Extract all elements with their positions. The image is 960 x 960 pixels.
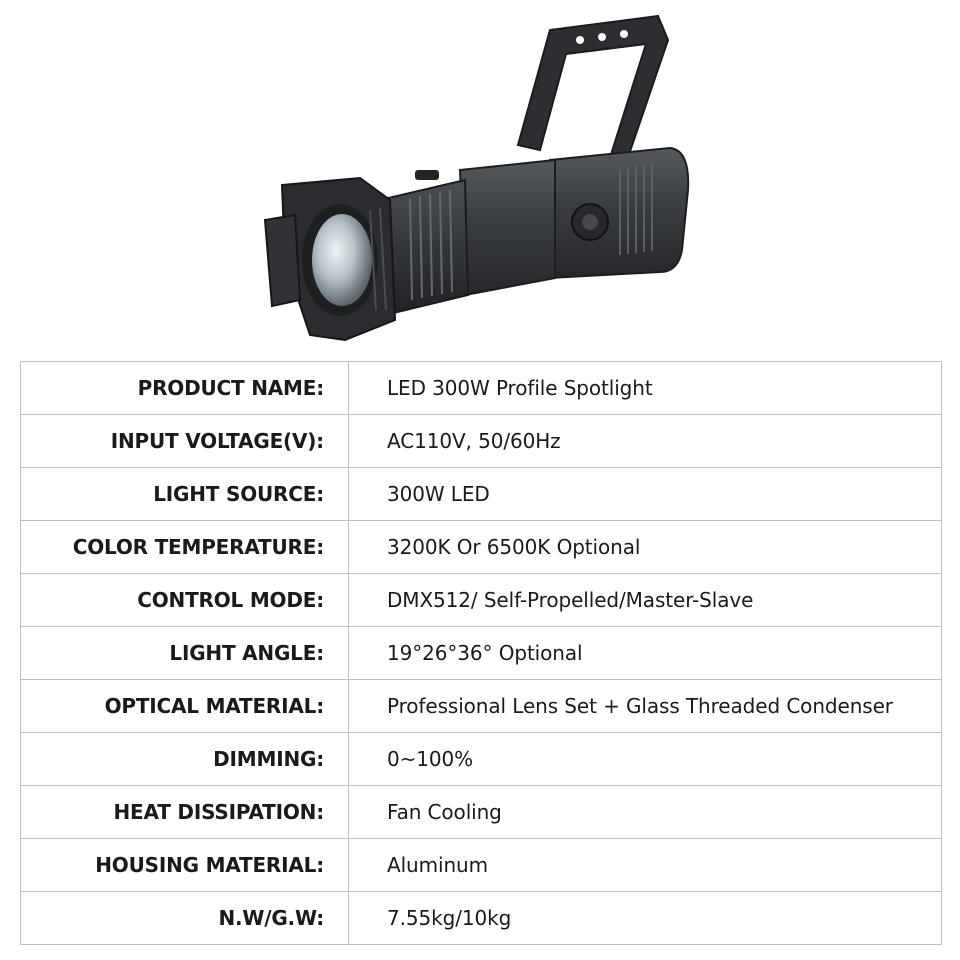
spec-value: AC110V, 50/60Hz <box>387 429 561 453</box>
rear-housing <box>550 148 688 278</box>
lens-glass <box>312 214 372 306</box>
spec-label-cell <box>21 733 349 786</box>
spec-value-cell <box>349 839 942 892</box>
spec-value: 0~100% <box>387 747 474 771</box>
spec-label-cell <box>21 892 349 945</box>
spec-value-cell <box>349 733 942 786</box>
spec-value-cell <box>349 892 942 945</box>
spec-value: LED 300W Profile Spotlight <box>387 376 653 400</box>
spec-row <box>21 362 942 415</box>
spec-label-cell <box>21 521 349 574</box>
spec-label-cell <box>21 786 349 839</box>
spec-row <box>21 574 942 627</box>
spec-value-cell <box>349 574 942 627</box>
spec-label: N.W/G.W: <box>218 906 324 930</box>
spec-label: CONTROL MODE: <box>137 588 324 612</box>
spec-row <box>21 627 942 680</box>
spec-label: LIGHT ANGLE: <box>169 641 324 665</box>
spec-row <box>21 468 942 521</box>
spec-label: HOUSING MATERIAL: <box>95 853 324 877</box>
spec-value-cell <box>349 786 942 839</box>
spec-value-cell <box>349 627 942 680</box>
spec-label-cell <box>21 680 349 733</box>
spec-value-cell <box>349 362 942 415</box>
spec-label: DIMMING: <box>213 747 324 771</box>
spec-label: INPUT VOLTAGE(V): <box>110 429 324 453</box>
spec-value-cell <box>349 680 942 733</box>
spec-value: 3200K Or 6500K Optional <box>387 535 641 559</box>
spec-value: 7.55kg/10kg <box>387 906 512 930</box>
spec-label: OPTICAL MATERIAL: <box>104 694 324 718</box>
spec-label-cell <box>21 468 349 521</box>
spec-value: DMX512/ Self-Propelled/Master-Slave <box>387 588 754 612</box>
spec-label: HEAT DISSIPATION: <box>113 800 324 824</box>
spec-label-cell <box>21 839 349 892</box>
spec-row <box>21 786 942 839</box>
spec-row <box>21 521 942 574</box>
spec-label-cell <box>21 574 349 627</box>
spec-label-cell <box>21 415 349 468</box>
spec-value-cell <box>349 415 942 468</box>
spec-table <box>20 361 942 945</box>
spec-value-cell <box>349 521 942 574</box>
spec-value: 300W LED <box>387 482 490 506</box>
spec-value: Aluminum <box>387 853 488 877</box>
spec-row <box>21 733 942 786</box>
spec-label: LIGHT SOURCE: <box>153 482 324 506</box>
spec-label: PRODUCT NAME: <box>137 376 324 400</box>
spec-row <box>21 839 942 892</box>
spec-value-cell <box>349 468 942 521</box>
spec-label-cell <box>21 627 349 680</box>
spec-value: 19°26°36° Optional <box>387 641 583 665</box>
spec-value: Fan Cooling <box>387 800 502 824</box>
spec-value: Professional Lens Set + Glass Threaded Condenser <box>387 694 893 718</box>
spec-label-cell <box>21 362 349 415</box>
spec-row <box>21 892 942 945</box>
spec-label: COLOR TEMPERATURE: <box>72 535 324 559</box>
spotlight-product-image <box>250 10 700 350</box>
front-lens-assembly <box>265 178 395 340</box>
spec-row <box>21 680 942 733</box>
spec-row <box>21 415 942 468</box>
